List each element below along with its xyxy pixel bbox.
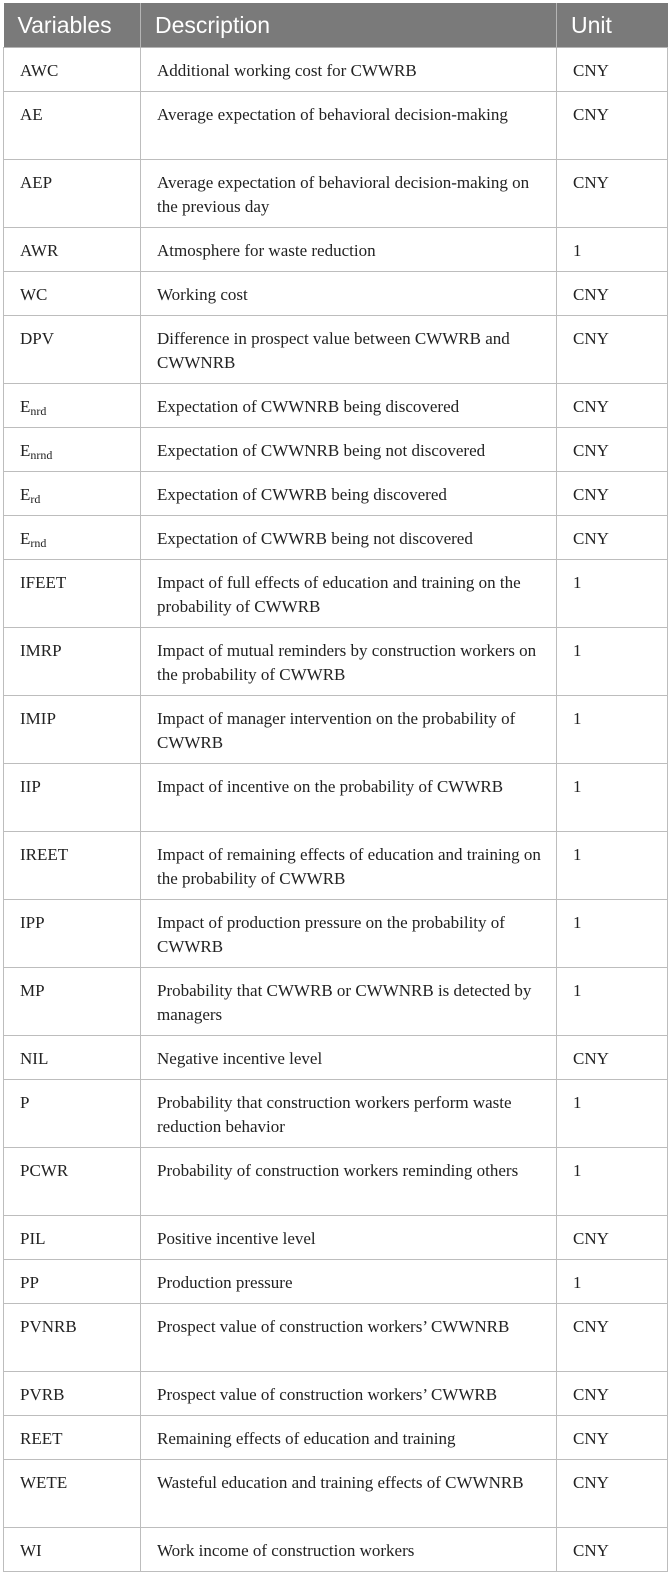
description-cell: Expectation of CWWRB being discovered — [141, 472, 557, 516]
variable-cell — [4, 92, 141, 160]
variable-cell — [4, 316, 141, 384]
variable-cell — [4, 1528, 141, 1572]
unit-cell: CNY — [557, 516, 668, 560]
description-cell: Expectation of CWWNRB being discovered — [141, 384, 557, 428]
unit-cell: CNY — [557, 1036, 668, 1080]
table-row — [4, 1372, 668, 1416]
table-row — [4, 384, 668, 428]
unit-cell: CNY — [557, 160, 668, 228]
variable-symbol: WETE — [20, 1473, 68, 1492]
table-row — [4, 160, 668, 228]
description-cell: Negative incentive level — [141, 1036, 557, 1080]
variable-symbol: REET — [20, 1429, 63, 1448]
unit-cell: CNY — [557, 272, 668, 316]
variable-symbol: PVRB — [20, 1385, 65, 1404]
table-row — [4, 472, 668, 516]
header-description: Description — [141, 3, 557, 48]
variable-symbol: E — [20, 485, 31, 504]
variable-symbol: IFEET — [20, 573, 67, 592]
variable-cell — [4, 48, 141, 92]
variable-cell — [4, 1416, 141, 1460]
unit-cell: CNY — [557, 428, 668, 472]
variable-subscript: nrnd — [30, 448, 53, 462]
description-cell: Impact of mutual reminders by construction workers on the probability of CWWRB — [141, 628, 557, 696]
table-row — [4, 696, 668, 764]
table-row — [4, 428, 668, 472]
unit-cell: CNY — [557, 1372, 668, 1416]
description-cell: Average expectation of behavioral decision-making — [141, 92, 557, 160]
variable-cell — [4, 228, 141, 272]
variable-cell — [4, 1036, 141, 1080]
variable-symbol: AE — [20, 105, 43, 124]
table-row — [4, 832, 668, 900]
variable-symbol: WI — [20, 1541, 42, 1560]
variable-subscript: rd — [30, 492, 41, 506]
variable-symbol: IPP — [20, 913, 45, 932]
unit-cell: 1 — [557, 696, 668, 764]
variable-cell — [4, 764, 141, 832]
table-row — [4, 560, 668, 628]
description-cell: Remaining effects of education and training — [141, 1416, 557, 1460]
unit-cell: 1 — [557, 1260, 668, 1304]
variable-cell — [4, 1080, 141, 1148]
unit-cell: CNY — [557, 1216, 668, 1260]
table-row — [4, 900, 668, 968]
unit-cell: CNY — [557, 1528, 668, 1572]
variable-cell — [4, 384, 141, 428]
table-row — [4, 628, 668, 696]
table-row — [4, 1528, 668, 1572]
unit-cell: CNY — [557, 384, 668, 428]
description-cell: Work income of construction workers — [141, 1528, 557, 1572]
variable-cell — [4, 1304, 141, 1372]
table-row — [4, 1416, 668, 1460]
description-cell: Impact of manager intervention on the probability of CWWRB — [141, 696, 557, 764]
table-row — [4, 272, 668, 316]
table-row — [4, 968, 668, 1036]
header-row — [4, 3, 668, 48]
description-cell: Probability that construction workers perform waste reduction behavior — [141, 1080, 557, 1148]
variable-cell — [4, 516, 141, 560]
unit-cell: 1 — [557, 764, 668, 832]
description-cell: Difference in prospect value between CWWRB and CWWNRB — [141, 316, 557, 384]
table-row — [4, 1260, 668, 1304]
unit-cell: CNY — [557, 48, 668, 92]
table-row — [4, 1460, 668, 1528]
variable-cell — [4, 160, 141, 228]
unit-cell: 1 — [557, 900, 668, 968]
variable-symbol: PIL — [20, 1229, 46, 1248]
description-cell: Atmosphere for waste reduction — [141, 228, 557, 272]
variables-table — [3, 3, 668, 1572]
table-row — [4, 48, 668, 92]
variable-symbol: AWR — [20, 241, 59, 260]
description-cell: Positive incentive level — [141, 1216, 557, 1260]
variable-symbol: E — [20, 529, 31, 548]
unit-cell: CNY — [557, 1460, 668, 1528]
description-cell: Prospect value of construction workers’ CWWNRB — [141, 1304, 557, 1372]
unit-cell: 1 — [557, 968, 668, 1036]
variable-cell — [4, 696, 141, 764]
description-cell: Average expectation of behavioral decision-making on the previous day — [141, 160, 557, 228]
variable-cell — [4, 1260, 141, 1304]
table-row — [4, 228, 668, 272]
unit-cell: 1 — [557, 560, 668, 628]
variable-symbol: MP — [20, 981, 45, 1000]
variable-cell — [4, 900, 141, 968]
description-cell: Impact of incentive on the probability of CWWRB — [141, 764, 557, 832]
variable-symbol: IREET — [20, 845, 69, 864]
description-cell: Additional working cost for CWWRB — [141, 48, 557, 92]
unit-cell: CNY — [557, 1416, 668, 1460]
description-cell: Wasteful education and training effects of CWWNRB — [141, 1460, 557, 1528]
unit-cell: CNY — [557, 316, 668, 384]
description-cell: Probability of construction workers reminding others — [141, 1148, 557, 1216]
table-row — [4, 764, 668, 832]
table-row — [4, 92, 668, 160]
variable-cell — [4, 628, 141, 696]
unit-cell: 1 — [557, 1148, 668, 1216]
unit-cell: CNY — [557, 1304, 668, 1372]
description-cell: Expectation of CWWNRB being not discovered — [141, 428, 557, 472]
variable-symbol: NIL — [20, 1049, 49, 1068]
description-cell: Production pressure — [141, 1260, 557, 1304]
table-row — [4, 1216, 668, 1260]
table-row — [4, 1080, 668, 1148]
variable-symbol: AEP — [20, 173, 53, 192]
variable-symbol: E — [20, 397, 31, 416]
variable-cell — [4, 560, 141, 628]
variable-cell — [4, 1372, 141, 1416]
header-variables: Variables — [4, 3, 141, 48]
variable-symbol: IIP — [20, 777, 41, 796]
variable-symbol: PVNRB — [20, 1317, 77, 1336]
description-cell: Probability that CWWRB or CWWNRB is detected by managers — [141, 968, 557, 1036]
unit-cell: 1 — [557, 832, 668, 900]
variable-subscript: rnd — [30, 536, 47, 550]
variable-subscript: nrd — [30, 404, 47, 418]
unit-cell: 1 — [557, 628, 668, 696]
description-cell: Expectation of CWWRB being not discovered — [141, 516, 557, 560]
variable-symbol: PP — [20, 1273, 39, 1292]
table-row — [4, 1036, 668, 1080]
variable-symbol: P — [20, 1093, 30, 1112]
table-row — [4, 1148, 668, 1216]
variable-cell — [4, 1148, 141, 1216]
table-row — [4, 316, 668, 384]
variable-symbol: IMRP — [20, 641, 62, 660]
table-row — [4, 1304, 668, 1372]
table-body — [4, 48, 668, 1572]
variable-cell — [4, 1216, 141, 1260]
variable-cell — [4, 472, 141, 516]
description-cell: Impact of remaining effects of education and training on the probability of CWWRB — [141, 832, 557, 900]
variable-symbol: PCWR — [20, 1161, 69, 1180]
variable-cell — [4, 272, 141, 316]
unit-cell: 1 — [557, 228, 668, 272]
variable-symbol: WC — [20, 285, 48, 304]
variable-cell — [4, 832, 141, 900]
variable-symbol: IMIP — [20, 709, 56, 728]
variable-cell — [4, 968, 141, 1036]
variable-symbol: AWC — [20, 61, 59, 80]
unit-cell: 1 — [557, 1080, 668, 1148]
description-cell: Working cost — [141, 272, 557, 316]
description-cell: Prospect value of construction workers’ CWWRB — [141, 1372, 557, 1416]
unit-cell: CNY — [557, 92, 668, 160]
description-cell: Impact of production pressure on the probability of CWWRB — [141, 900, 557, 968]
table-row — [4, 516, 668, 560]
unit-cell: CNY — [557, 472, 668, 516]
variable-cell — [4, 428, 141, 472]
variable-symbol: DPV — [20, 329, 55, 348]
variable-symbol: E — [20, 441, 31, 460]
header-unit: Unit — [557, 3, 668, 48]
variable-cell — [4, 1460, 141, 1528]
description-cell: Impact of full effects of education and training on the probability of CWWRB — [141, 560, 557, 628]
